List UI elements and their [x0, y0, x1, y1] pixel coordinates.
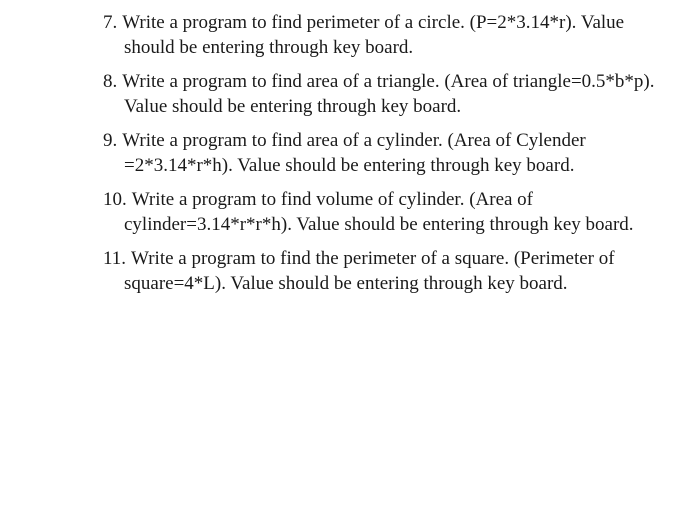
question-8 — [103, 69, 663, 119]
question-9 — [103, 128, 663, 178]
question-text: Write a program to find the perimeter of a square. (Perimeter of square=4*L). Value should be entering through key board. — [124, 248, 615, 294]
question-text: Write a program to find volume of cylinder. (Area of cylinder=3.14*r*r*h). Value should be entering through key board. — [124, 189, 634, 235]
question-text: Write a program to find area of a triangle. (Area of triangle=0.5*b*p). Value should be entering through key board. — [122, 71, 655, 117]
question-list — [103, 10, 663, 305]
question-number: 7. — [103, 12, 118, 33]
question-text: Write a program to find perimeter of a circle. (P=2*3.14*r). Value should be entering through key board. — [122, 12, 625, 58]
question-number: 8. — [103, 71, 118, 92]
question-number: 9. — [103, 130, 118, 151]
question-text: Write a program to find area of a cylinder. (Area of Cylender =2*3.14*r*h). Value should be entering through key board. — [122, 130, 586, 176]
question-number: 11. — [103, 248, 127, 269]
question-10 — [103, 187, 663, 237]
question-7 — [103, 10, 663, 60]
question-number: 10. — [103, 189, 127, 210]
question-11 — [103, 246, 663, 296]
